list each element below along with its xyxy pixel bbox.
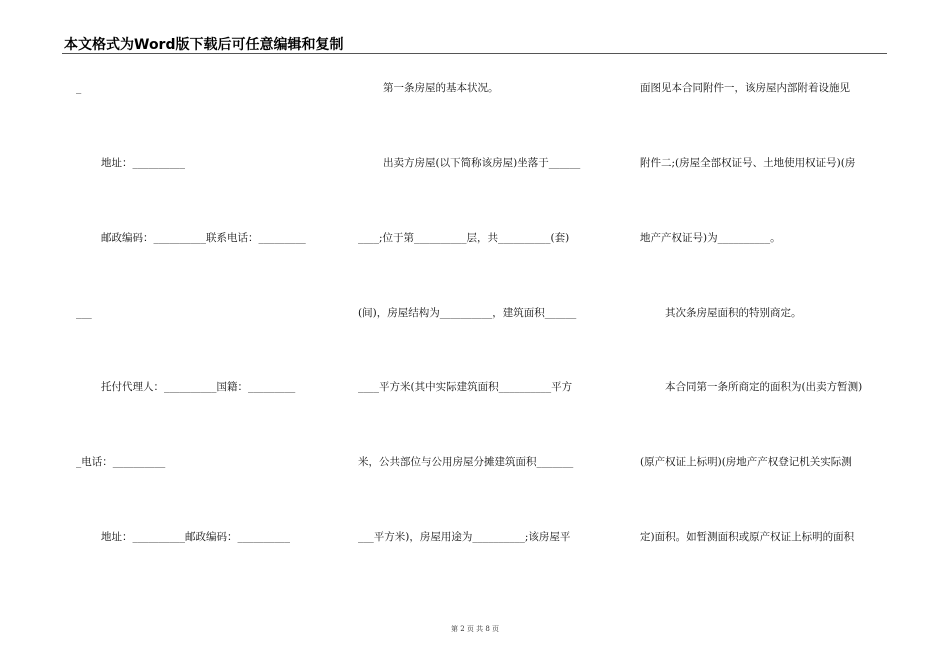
right-line-7: 定)面积。如暂测面积或原产权证上标明的面积 bbox=[640, 531, 855, 543]
left-line-2: 地址：__________ bbox=[101, 157, 185, 169]
left-line-5: 托付代理人：__________国籍：_________ bbox=[101, 381, 296, 393]
middle-line-2: 出卖方房屋(以下简称该房屋)坐落于______ bbox=[383, 157, 581, 169]
left-line-3: 邮政编码：__________联系电话：_________ bbox=[101, 232, 306, 244]
middle-line-1: 第一条房屋的基本状况。 bbox=[383, 82, 499, 94]
right-line-4: 其次条房屋面积的特别商定。 bbox=[665, 307, 802, 319]
middle-line-7: ___平方米)，房屋用途为__________;该房屋平 bbox=[358, 531, 571, 543]
middle-line-5: ____平方米(其中实际建筑面积__________平方 bbox=[358, 381, 573, 393]
left-line-6: _电话：__________ bbox=[76, 456, 166, 468]
right-line-2: 附件二;(房屋全部权证号、土地使用权证号)(房 bbox=[640, 157, 856, 169]
middle-line-4: (间)，房屋结构为__________，建筑面积______ bbox=[358, 307, 577, 319]
left-line-1: _ bbox=[76, 82, 82, 94]
right-line-1: 面图见本合同附件一，该房屋内部附着设施见 bbox=[640, 82, 850, 94]
document-header-title: 本文格式为Word版下载后可任意编辑和复制 bbox=[64, 37, 344, 53]
right-line-3: 地产产权证号)为__________。 bbox=[640, 232, 781, 244]
middle-line-6: 米，公共部位与公用房屋分摊建筑面积_______ bbox=[358, 456, 574, 468]
middle-line-3: ____;位于第__________层，共__________(套) bbox=[358, 232, 570, 244]
right-line-5: 本合同第一条所商定的面积为(出卖方暂测) bbox=[665, 381, 863, 393]
left-line-7: 地址：__________邮政编码：__________ bbox=[101, 531, 290, 543]
header-divider bbox=[62, 53, 887, 54]
right-line-6: (原产权证上标明)(房地产产权登记机关实际测 bbox=[640, 456, 852, 468]
page-number: 第 2 页 共 8 页 bbox=[450, 625, 500, 633]
left-line-4: ___ bbox=[76, 307, 92, 319]
